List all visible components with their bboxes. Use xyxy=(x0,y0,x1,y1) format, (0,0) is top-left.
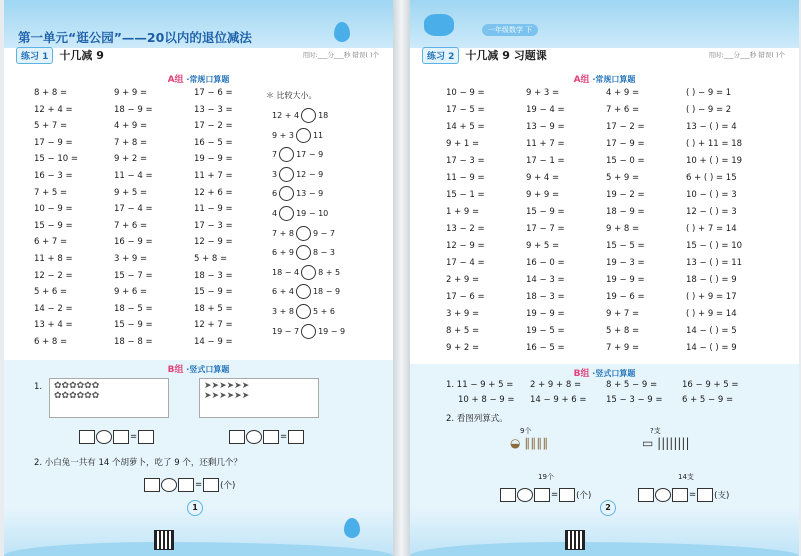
compare-left: 3 xyxy=(272,169,278,179)
problem-item: 13 − 3 = xyxy=(194,104,233,115)
problem-item: 4 + 9 = xyxy=(606,88,640,98)
pencil-box-picture: ▭ |||||||| xyxy=(642,436,690,450)
compare-answer-circle[interactable] xyxy=(279,147,294,162)
pic2-total-label: 14支 xyxy=(678,473,694,481)
problem-item: 15 − 0 = xyxy=(606,156,645,166)
problem-item: 8 + 8 = xyxy=(34,88,68,98)
problem-item: 12 − 9 = xyxy=(194,237,233,248)
problem-item: 15 − 9 = xyxy=(194,287,233,298)
problem-item: 19 − 5 = xyxy=(526,326,565,336)
q2-text: 2. 小白兔一共有 14 个胡萝卜，吃了 9 个，还剩几个？ xyxy=(34,458,242,468)
compare-item xyxy=(272,206,328,221)
pic1-top-label: 9个 xyxy=(520,427,532,435)
mixed-op-item: 16 − 9 + 5 = xyxy=(682,380,739,390)
compare-answer-circle[interactable] xyxy=(279,206,294,221)
compare-item xyxy=(272,304,335,319)
problem-item: 7 + 8 = xyxy=(114,137,148,148)
problem-item: 9 + 5 = xyxy=(114,187,148,198)
compare-answer-circle[interactable] xyxy=(296,304,311,319)
problem-item: 18 − 9 = xyxy=(606,207,645,217)
group-b-heading: B组 ·竖式口算题 xyxy=(167,365,230,375)
compare-right: 19 − 9 xyxy=(318,326,346,336)
group-b-label: 竖式口算题 xyxy=(189,365,230,374)
problem-item: 17 − 3 = xyxy=(446,156,485,166)
problem-item: 15 − 7 = xyxy=(114,270,153,281)
compare-answer-circle[interactable] xyxy=(296,284,311,299)
problem-item: 9 + 6 = xyxy=(114,287,148,298)
problem-item: 7 + 9 = xyxy=(606,343,640,353)
problem-item: 17 − 4 = xyxy=(446,258,485,268)
group-a-label-2: 常规口算题 xyxy=(595,75,636,84)
compare-right: 13 − 9 xyxy=(296,189,324,199)
page-number-2: 2 xyxy=(600,500,616,516)
problem-item: 9 + 3 = xyxy=(526,88,560,98)
book-gutter xyxy=(393,0,410,556)
problem-item: 17 − 3 = xyxy=(194,220,233,231)
compare-item xyxy=(272,265,340,280)
problem-item: 9 + 5 = xyxy=(526,241,560,251)
problem-item: 14 − 9 = xyxy=(194,337,233,347)
group-a-heading: A组 ·常规口算题 xyxy=(167,75,230,85)
problem-item: 18 − 5 = xyxy=(114,303,153,314)
fill-in-item: ( ) + 11 = 18 xyxy=(686,139,743,149)
problem-item: 14 − 2 = xyxy=(34,303,73,314)
flower-picture: ✿✿✿✿✿✿ ✿✿✿✿✿✿ xyxy=(49,378,169,418)
problem-item: 11 + 8 = xyxy=(34,254,73,264)
group-b-label-2: 竖式口算题 xyxy=(595,369,636,378)
problem-item: 11 − 9 = xyxy=(194,204,233,215)
problem-item: 19 − 4 = xyxy=(526,105,565,115)
fill-in-item: ( ) − 9 = 2 xyxy=(686,105,732,115)
problem-item: 5 + 6 = xyxy=(34,287,68,298)
compare-left: 9 + 3 xyxy=(272,130,294,140)
group-a-heading-2: A组 ·常规口算题 xyxy=(573,75,636,85)
fill-in-item: 13 − ( ) = 11 xyxy=(686,258,743,268)
q1-answer-boxes-a[interactable]: = xyxy=(79,430,154,444)
problem-item: 6 + 8 = xyxy=(34,337,68,347)
compare-left: 6 + 9 xyxy=(272,248,294,258)
problem-item: 5 + 8 = xyxy=(194,254,228,264)
lesson-badge: 练习 1 xyxy=(16,47,53,64)
q2-answer-boxes[interactable]: = (个) xyxy=(144,478,235,492)
compare-right: 5 + 6 xyxy=(312,307,335,316)
compare-item xyxy=(272,226,335,241)
header-tag: 一年级数学 下 xyxy=(482,24,538,36)
problem-item: 19 − 9 = xyxy=(194,154,233,165)
problem-item: 17 − 1 = xyxy=(526,156,565,166)
unit-ge-2: (个) xyxy=(576,491,592,501)
problem-item: 9 + 2 = xyxy=(114,154,148,165)
right-header-band xyxy=(410,0,799,48)
problem-item: 18 − 9 = xyxy=(114,104,153,115)
pic2-answer-boxes[interactable]: = (支) xyxy=(638,488,729,502)
problem-item: 17 − 2 = xyxy=(606,122,645,132)
lesson-title-2: 十几减 9 习题课 xyxy=(465,49,547,62)
fill-in-item: 13 − ( ) = 4 xyxy=(686,122,737,132)
pic1-answer-boxes[interactable]: = (个) xyxy=(500,488,591,502)
problem-item: 6 + 7 = xyxy=(34,237,68,248)
compare-answer-circle[interactable] xyxy=(296,226,311,241)
compare-item xyxy=(272,167,323,182)
problem-item: 9 + 1 = xyxy=(446,139,480,149)
radish-basket-picture: ◒ ∥∥∥∥ xyxy=(510,436,549,450)
fill-in-item: ( ) + 7 = 14 xyxy=(686,224,737,234)
compare-right: 17 − 9 xyxy=(296,150,324,160)
problem-item: 7 + 6 = xyxy=(606,105,640,115)
compare-item xyxy=(272,284,340,299)
q2-title: 2. 看图列算式。 xyxy=(446,414,508,424)
mixed-op-item: 10 + 8 − 9 = xyxy=(458,395,515,405)
compare-answer-circle[interactable] xyxy=(296,245,311,260)
problem-item: 11 + 7 = xyxy=(194,171,233,181)
compare-item xyxy=(272,128,323,143)
problem-item: 10 − 9 = xyxy=(34,204,73,215)
compare-right: 18 xyxy=(318,111,329,120)
compare-right: 9 − 7 xyxy=(312,228,335,238)
mixed-op-item: 6 + 5 − 9 = xyxy=(682,395,734,405)
problem-item: 7 + 6 = xyxy=(114,220,148,231)
problem-item: 11 − 4 = xyxy=(114,171,153,181)
compare-left: 3 + 8 xyxy=(272,307,294,316)
compare-answer-circle[interactable] xyxy=(301,108,316,123)
compare-left: 12 + 4 xyxy=(272,111,300,120)
compare-item xyxy=(272,324,345,339)
q1-label: 1. xyxy=(34,382,43,392)
compare-right: 12 − 9 xyxy=(296,169,324,179)
problem-item: 17 − 7 = xyxy=(526,224,565,234)
compare-item xyxy=(272,186,323,201)
left-page xyxy=(4,0,393,556)
unit-title: 第一单元“逛公园”——20以内的退位减法 xyxy=(18,30,252,45)
fill-in-item: 10 − ( ) = 3 xyxy=(686,190,737,200)
problem-item: 15 − 1 = xyxy=(446,190,485,200)
compare-item xyxy=(272,108,328,123)
problem-item: 18 + 5 = xyxy=(194,303,233,314)
group-b-heading-2: B组 ·竖式口算题 xyxy=(573,369,636,379)
fill-in-item: 15 − ( ) = 10 xyxy=(686,241,743,251)
problem-item: 9 + 2 = xyxy=(446,343,480,353)
problem-item: 12 − 2 = xyxy=(34,270,73,281)
unit-zhi: (支) xyxy=(714,491,730,501)
problem-item: 13 + 4 = xyxy=(34,320,73,331)
problem-item: 17 − 6 = xyxy=(194,88,233,98)
compare-right: 11 xyxy=(312,130,324,140)
problem-item: 7 + 5 = xyxy=(34,187,68,198)
fill-in-item: ( ) + 9 = 17 xyxy=(686,292,737,302)
problem-item: 9 + 9 = xyxy=(114,88,148,98)
compare-left: 18 − 4 xyxy=(272,267,300,277)
compare-left: 6 + 4 xyxy=(272,287,294,297)
problem-item: 8 + 5 = xyxy=(446,326,480,336)
mixed-op-item: 14 − 9 + 6 = xyxy=(530,395,587,405)
problem-item: 17 − 2 = xyxy=(194,121,233,132)
problem-item: 15 − 5 = xyxy=(606,241,645,251)
problem-item: 19 − 2 = xyxy=(606,190,645,200)
problem-item: 16 − 5 = xyxy=(194,137,233,148)
lesson-header-2 xyxy=(422,47,547,63)
problem-item: 17 − 5 = xyxy=(446,105,485,115)
fill-in-item: 18 − ( ) = 9 xyxy=(686,275,737,285)
brand-badge-icon xyxy=(424,14,454,36)
problem-item: 3 + 9 = xyxy=(114,254,148,264)
problem-item: 11 − 9 = xyxy=(446,173,485,183)
compare-item xyxy=(272,147,323,162)
problem-item: 9 + 7 = xyxy=(606,309,640,319)
timer-row-2: 用时:___分___秒 错误( )个 xyxy=(708,51,785,59)
compare-left: 6 xyxy=(272,189,278,199)
right-page xyxy=(410,0,799,556)
problem-item: 11 + 7 = xyxy=(526,139,565,149)
problem-item: 19 − 9 = xyxy=(526,309,565,319)
problem-item: 15 − 10 = xyxy=(34,154,78,165)
compare-left: 4 xyxy=(272,209,278,218)
group-a-label: 常规口算题 xyxy=(189,75,230,84)
problem-item: 12 + 4 = xyxy=(34,104,73,115)
problem-item: 19 − 3 = xyxy=(606,258,645,268)
mixed-op-item: 15 − 3 − 9 = xyxy=(606,395,663,405)
fill-in-item: ( ) + 9 = 14 xyxy=(686,309,737,319)
problem-item: 1 + 9 = xyxy=(446,207,480,217)
q1-answer-boxes-b[interactable]: = xyxy=(229,430,304,444)
problem-item: 12 − 9 = xyxy=(446,241,485,251)
problem-item: 17 − 9 = xyxy=(606,139,645,149)
compare-left: 7 xyxy=(272,150,278,160)
problem-item: 9 + 9 = xyxy=(526,190,560,200)
problem-item: 18 − 3 = xyxy=(194,270,233,281)
problem-item: 16 − 0 = xyxy=(526,258,565,268)
compare-right: 19 − 10 xyxy=(296,209,329,218)
problem-item: 18 − 3 = xyxy=(526,292,565,302)
problem-item: 5 + 8 = xyxy=(606,326,640,336)
compare-answer-circle[interactable] xyxy=(296,128,311,143)
compare-left: 7 + 8 xyxy=(272,228,294,238)
problem-item: 19 − 9 = xyxy=(606,275,645,285)
compare-answer-circle[interactable] xyxy=(301,265,316,280)
problem-item: 16 − 9 = xyxy=(114,237,153,248)
problem-item: 13 − 9 = xyxy=(526,122,565,132)
problem-item: 15 − 9 = xyxy=(526,207,565,217)
fill-in-item: 12 − ( ) = 3 xyxy=(686,207,737,217)
problem-item: 10 − 9 = xyxy=(446,88,485,98)
problem-item: 13 − 2 = xyxy=(446,224,485,234)
fill-in-item: 10 + ( ) = 19 xyxy=(686,156,743,166)
problem-item: 14 + 5 = xyxy=(446,122,485,132)
compare-item xyxy=(272,245,335,260)
compare-right: 18 − 9 xyxy=(312,287,341,297)
compare-answer-circle[interactable] xyxy=(279,186,294,201)
compare-title: ＊ 比较大小。 xyxy=(266,91,317,100)
problem-item: 9 + 8 = xyxy=(606,224,640,234)
mixed-op-item: 8 + 5 − 9 = xyxy=(606,380,658,390)
problem-item: 15 − 9 = xyxy=(114,320,153,331)
qr-code-icon xyxy=(154,530,174,550)
page-number: 1 xyxy=(187,500,203,516)
unit-ge: (个) xyxy=(220,481,236,491)
problem-item: 12 + 7 = xyxy=(194,320,233,331)
mixed-op-item: 2 + 9 + 8 = xyxy=(530,380,582,390)
lesson-badge-2: 练习 2 xyxy=(422,47,459,64)
mixed-op-item: 1. 11 − 9 + 5 = xyxy=(446,380,514,390)
mascot-drop-icon xyxy=(344,518,360,538)
problem-item: 2 + 9 = xyxy=(446,275,480,285)
problem-item: 19 − 6 = xyxy=(606,292,645,302)
fill-in-item: 14 − ( ) = 9 xyxy=(686,343,737,353)
compare-right: 8 − 3 xyxy=(312,248,335,258)
fill-in-item: 6 + ( ) = 15 xyxy=(686,173,737,183)
compare-answer-circle[interactable] xyxy=(301,324,316,339)
fish-picture: ➤➤➤➤➤➤ ➤➤➤➤➤➤ xyxy=(199,378,319,418)
pic2-top-label: ?支 xyxy=(650,427,661,435)
problem-item: 17 − 9 = xyxy=(34,137,73,148)
lesson-header xyxy=(16,47,104,63)
fill-in-item: 14 − ( ) = 5 xyxy=(686,326,737,336)
problem-item: 5 + 7 = xyxy=(34,121,68,132)
lesson-title: 十几减 9 xyxy=(59,49,104,62)
problem-item: 14 − 3 = xyxy=(526,275,565,285)
problem-item: 17 − 6 = xyxy=(446,292,485,302)
problem-item: 15 − 9 = xyxy=(34,220,73,231)
problem-item: 16 − 5 = xyxy=(526,343,565,353)
problem-item: 16 − 3 = xyxy=(34,171,73,181)
problem-item: 12 + 6 = xyxy=(194,187,233,198)
qr-code-icon xyxy=(565,530,585,550)
compare-answer-circle[interactable] xyxy=(279,167,294,182)
pic1-total-label: 19个 xyxy=(538,473,554,481)
fill-in-item: ( ) − 9 = 1 xyxy=(686,88,732,98)
problem-item: 4 + 9 = xyxy=(114,121,148,132)
mascot-drop-icon xyxy=(334,22,350,42)
timer-row: 用时:___分___秒 错误( )个 xyxy=(302,51,379,59)
compare-right: 8 + 5 xyxy=(318,267,341,277)
problem-item: 18 − 8 = xyxy=(114,337,153,347)
problem-item: 17 − 4 = xyxy=(114,204,153,215)
problem-item: 9 + 4 = xyxy=(526,173,560,183)
problem-item: 3 + 9 = xyxy=(446,309,480,319)
problem-item: 5 + 9 = xyxy=(606,173,640,183)
compare-left: 19 − 7 xyxy=(272,326,300,336)
